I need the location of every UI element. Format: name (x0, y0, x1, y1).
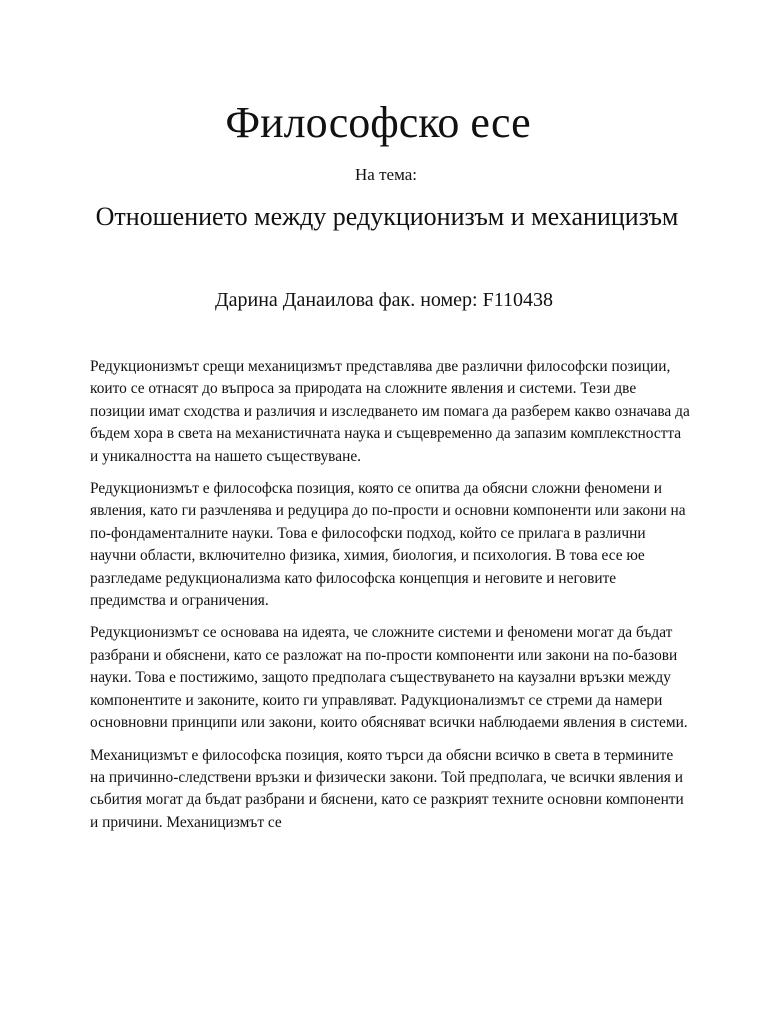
author-line: Дарина Данаилова фак. номер: F110438 (215, 289, 553, 311)
subtitle-label: На тема: (355, 165, 417, 184)
paragraph: Редукционизмът се основава на идеята, че сложните системи и феномени могат да бъдат разбрани и обяснени, като се разложат на по-прости компоненти или закони на по-базови науки. Това е постижимо, защото предполага съществуването на каузални връзки между компонентите и законите, които ги управляват. Радукционализмът се стреми да намери основновни принципи или закони, които обясняват всички наблюдаеми явления в системи. (90, 624, 688, 732)
essay-topic: Отношението между редукционизъм и механицизъм (95, 202, 679, 231)
paragraph: Редукционизмът е философска позиция, която се опитва да обясни сложни феномени и явления, като ги разчленява и редуцира до по-прости и основни компоненти или закони на по-фондаменталните науки. Това е философски подход, който се прилага в различни научни области, включително физика, химия, биология, и психология. В това есе юе разгледаме редукционализма като философска концепция и неговите и неговите предимства и ограничения. (90, 480, 686, 610)
paragraph: Редукционизмът срещи механицизмът представлява две различни философски позиции, които се отнасят до въпроса за природата на сложните явления и системи. Тези две позиции имат сходства и различия и изследването им помага да разберем какво означава да бъдем хора в света на механистичната наука и същевременно да запазим комплекстността и уникалността на нашето съществуване. (90, 358, 690, 465)
paragraph: Механицизмът е философска позиция, която търси да обясни всичко в света в термините на причинно-следствени връзки и физически закони. Той предполага, че всички явления и сьбития могат да бъдат разбрани и бяснени, като се разкрият техните основни компоненти и причини. Механицизмът се (90, 746, 684, 831)
document-title: Философско есе (225, 98, 531, 147)
essay-body (90, 356, 690, 844)
